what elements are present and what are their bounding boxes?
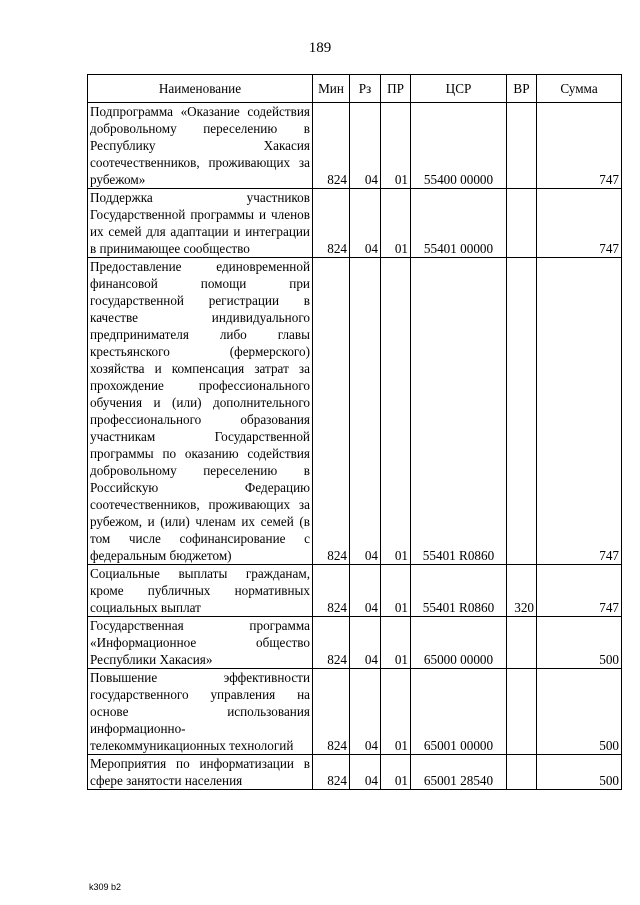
row-sum: 500 [537,669,622,755]
table-row [88,103,622,189]
row-vr [507,258,537,565]
table-row [88,189,622,258]
page-number: 189 [308,40,332,56]
row-sum: 747 [537,258,622,565]
row-min: 824 [313,103,350,189]
row-rz: 04 [350,189,381,258]
row-csr: 55400 00000 [411,103,507,189]
table-row [88,669,622,755]
row-rz: 04 [350,565,381,617]
row-rz: 04 [350,755,381,790]
row-min: 824 [313,258,350,565]
row-sum: 500 [537,755,622,790]
table-row [88,565,622,617]
header-csr: ЦСР [411,75,507,103]
row-name: Подпрограмма «Оказание содействия добровольному переселению в Республику Хакасия соотечественников, проживающих за рубежом» [88,103,313,189]
row-vr: 320 [507,565,537,617]
row-vr [507,103,537,189]
header-pr: ПР [381,75,411,103]
row-vr [507,617,537,669]
table-row [88,617,622,669]
row-pr: 01 [381,669,411,755]
row-csr: 65001 00000 [411,669,507,755]
row-pr: 01 [381,755,411,790]
row-rz: 04 [350,258,381,565]
row-name: Повышение эффективности государственного управления на основе использования информационно-телекоммуникационных технологий [88,669,313,755]
row-name: Мероприятия по информатизации в сфере занятости населения [88,755,313,790]
row-pr: 01 [381,565,411,617]
row-pr: 01 [381,617,411,669]
row-name: Предоставление единовременной финансовой помощи при государственной регистрации в качестве индивидуального предпринимателя либо главы крестьянского (фермерского) хозяйства и компенсация затрат за прохождение профессионального обучения и (или) дополнительного профессионального образования участникам Государственной программы по оказанию содействия добровольному переселению в Российскую Федерацию соотечественников, проживающих за рубежом, и (или) членам их семей (в том числе софинансирование с федеральным бюджетом) [88,258,313,565]
row-min: 824 [313,617,350,669]
row-name: Поддержка участников Государственной программы и членов их семей для адаптации и интеграции в принимающее сообщество [88,189,313,258]
row-name: Государственная программа «Информационное общество Республики Хакасия» [88,617,313,669]
row-pr: 01 [381,103,411,189]
header-rz: Рз [350,75,381,103]
row-csr: 65000 00000 [411,617,507,669]
header-vr: ВР [507,75,537,103]
row-min: 824 [313,755,350,790]
table-row [88,755,622,790]
row-min: 824 [313,669,350,755]
row-csr: 55401 R0860 [411,258,507,565]
row-sum: 747 [537,189,622,258]
row-pr: 01 [381,189,411,258]
row-name: Социальные выплаты гражданам, кроме публичных нормативных социальных выплат [88,565,313,617]
header-sum: Сумма [537,75,622,103]
row-csr: 65001 28540 [411,755,507,790]
footer-code: k309 b2 [89,882,122,892]
row-vr [507,669,537,755]
budget-table [87,74,622,790]
header-min: Мин [313,75,350,103]
row-vr [507,189,537,258]
row-min: 824 [313,189,350,258]
row-sum: 500 [537,617,622,669]
row-min: 824 [313,565,350,617]
row-sum: 747 [537,565,622,617]
header-name: Наименование [88,75,313,103]
row-rz: 04 [350,103,381,189]
row-csr: 55401 R0860 [411,565,507,617]
row-csr: 55401 00000 [411,189,507,258]
table-header-row [88,75,622,103]
row-sum: 747 [537,103,622,189]
row-rz: 04 [350,617,381,669]
row-rz: 04 [350,669,381,755]
row-pr: 01 [381,258,411,565]
table-row [88,258,622,565]
row-vr [507,755,537,790]
